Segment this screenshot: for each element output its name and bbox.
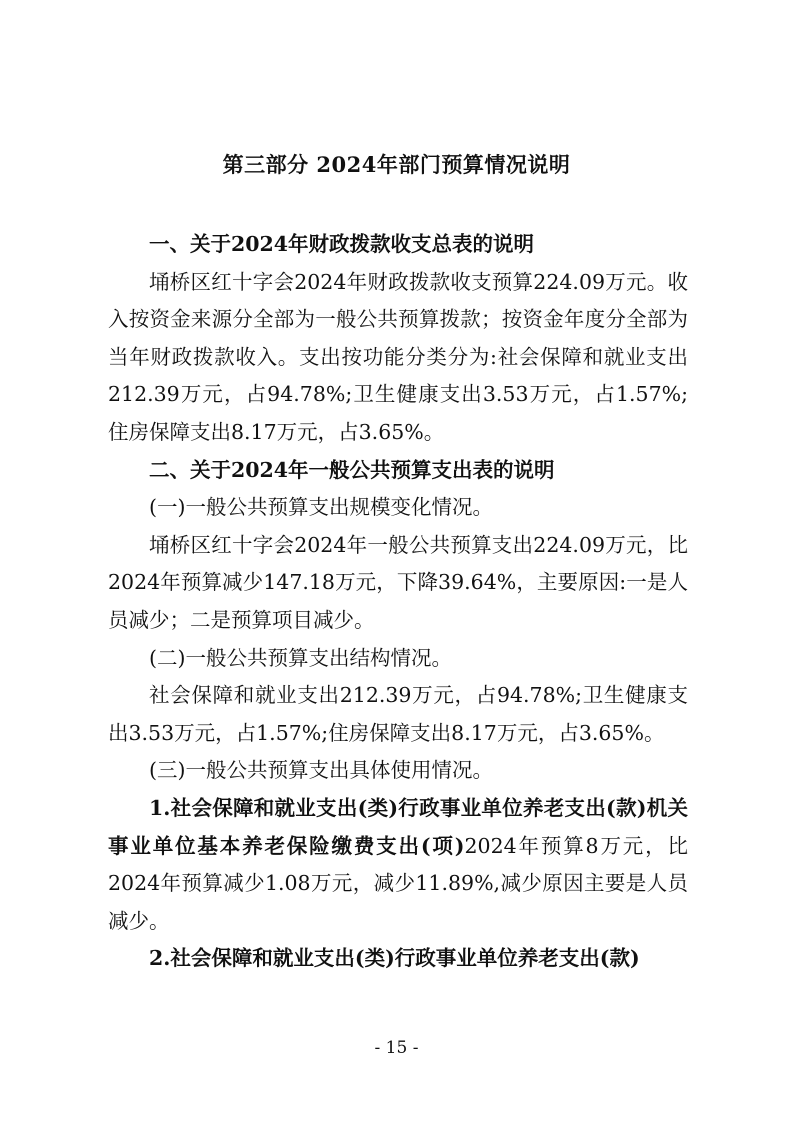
page-title: 第三部分 2024年部门预算情况说明: [222, 152, 571, 177]
subheading-scale-change: (一)一般公共预算支出规模变化情况。: [149, 495, 493, 520]
subheading-usage: (三)一般公共预算支出具体使用情况。: [149, 758, 493, 783]
paragraph-item-1: [108, 790, 688, 940]
item-1-text: 2024年预算8万元，比2024年预算减少1.08万元，减少11.89%,减少原因主要是人员减少。: [108, 833, 688, 933]
item-1-heading: 1.社会保障和就业支出(类)行政事业单位养老支出(款)机关事业单位基本养老保险缴费支出(项): [108, 795, 688, 858]
section-heading-1: 一、关于2024年财政拨款收支总表的说明: [149, 232, 535, 256]
paragraph-scale-change: 埇桥区红十字会2024年一般公共预算支出224.09万元，比2024年预算减少147.18万元，下降39.64%，主要原因:一是人员减少；二是预算项目减少。: [108, 532, 688, 632]
subheading-structure: (二)一般公共预算支出结构情况。: [149, 645, 452, 670]
body-text: [108, 226, 688, 978]
page-number: - 15 -: [374, 1038, 419, 1058]
paragraph-budget-summary: 埇桥区红十字会2024年财政拨款收支预算224.09万元。收入按资金来源分全部为一般公共预算拨款；按资金年度分全部为当年财政拨款收入。支出按功能分类分为:社会保障和就业支出212.39万元，占94.78%;卫生健康支出3.53万元，占1.57%;住房保障支出8.17万元，占3.65%。: [108, 269, 688, 444]
section-heading-2: 二、关于2024年一般公共预算支出表的说明: [149, 457, 555, 482]
paragraph-structure: 社会保障和就业支出212.39万元，占94.78%;卫生健康支出3.53万元，占1.57%;住房保障支出8.17万元，占3.65%。: [108, 683, 688, 745]
item-2-heading: 2.社会保障和就业支出(类)行政事业单位养老支出(款): [149, 946, 640, 971]
